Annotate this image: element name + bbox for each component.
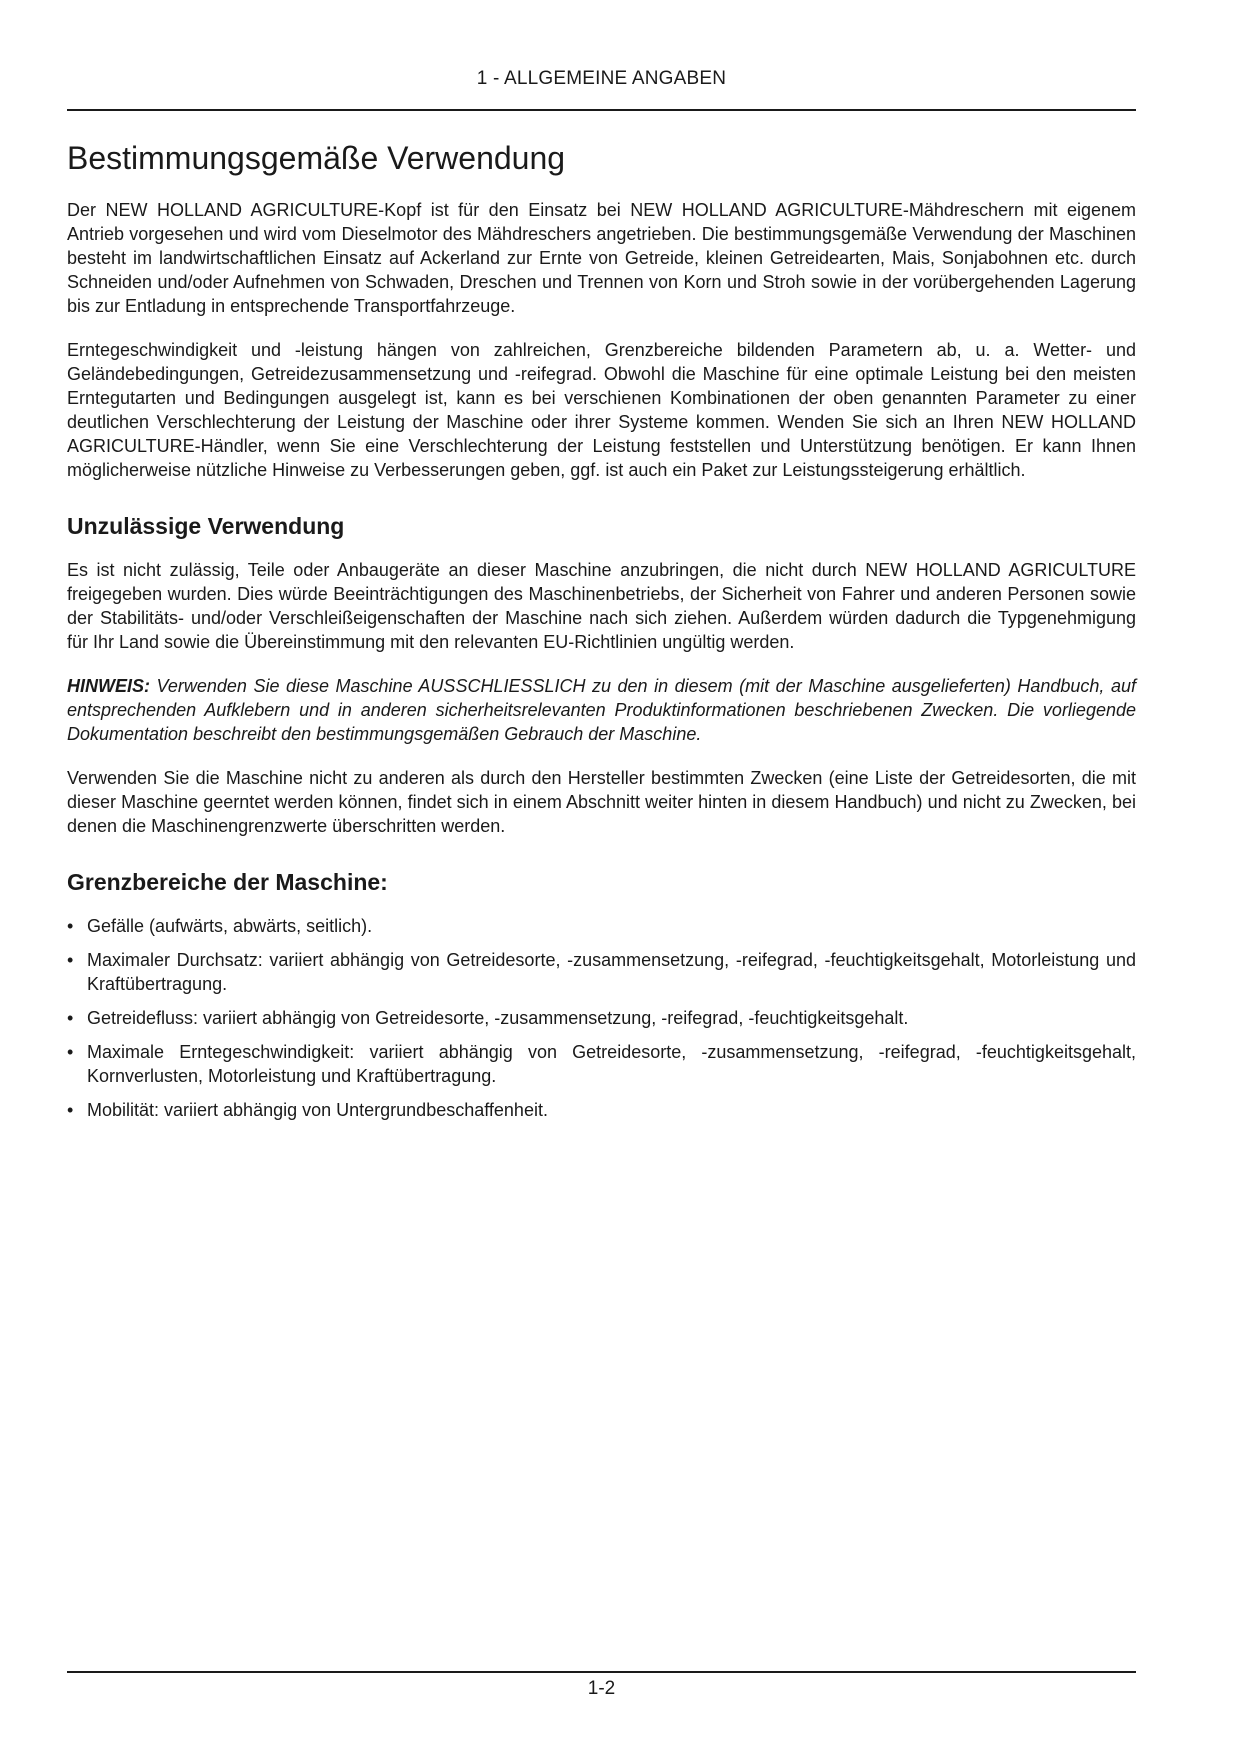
list-item (67, 1040, 1136, 1088)
list-item (67, 1006, 1136, 1030)
page-title: Bestimmungsgemäße Verwendung (67, 140, 566, 176)
list-item-text: Maximaler Durchsatz: variiert abhängig von Getreidesorte, -zusammensetzung, -reifegrad, -feuchtigkeitsgehalt, Motorleistung und Kraftübertragung. (87, 950, 1136, 994)
misuse-paragraph-2: Verwenden Sie die Maschine nicht zu anderen als durch den Hersteller bestimmten Zwecken (eine Liste der Getreidesorten, die mit dieser Maschine geerntet werden können, findet sich in einem Abschnitt weiter hinten in diesem Handbuch) und nicht zu Zwecken, bei denen die Maschinengrenzwerte überschritten werden. (67, 768, 1136, 836)
bullet-icon: • (67, 1100, 74, 1120)
note-text: Verwenden Sie diese Maschine AUSSCHLIESSLICH zu den in diesem (mit der Maschine ausgelieferten) Handbuch, auf entsprechenden Aufklebern und in anderen sicherheitsrelevanten Produktinformationen beschriebenen Zwecken. Die vorliegende Dokumentation beschreibt den bestimmungsgemäßen Gebrauch der Maschine. (67, 676, 1136, 744)
footer-rule (67, 1671, 1136, 1673)
page-content (67, 138, 1136, 1132)
list-item-text: Maximale Erntegeschwindigkeit: variiert abhängig von Getreidesorte, -zusammensetzung, -reifegrad, -feuchtigkeitsgehalt, Kornverlusten, Motorleistung und Kraftübertragung. (87, 1042, 1136, 1086)
list-item-text: Mobilität: variiert abhängig von Untergrundbeschaffenheit. (87, 1100, 548, 1120)
misuse-heading: Unzulässige Verwendung (67, 513, 345, 539)
bullet-icon: • (67, 950, 74, 970)
chapter-header: 1 - ALLGEMEINE ANGABEN (476, 68, 727, 89)
limits-list (67, 914, 1136, 1122)
limits-heading: Grenzbereiche der Maschine: (67, 869, 388, 895)
note-paragraph (67, 674, 1136, 746)
header-rule (67, 109, 1136, 111)
misuse-paragraph-1: Es ist nicht zulässig, Teile oder Anbaugeräte an dieser Maschine anzubringen, die nicht durch NEW HOLLAND AGRICULTURE freigegeben wurden. Dies würde Beeinträchtigungen des Maschinenbetriebs, der Sicherheit von Fahrer und anderen Personen sowie der Stabilitäts- und/oder Verschleißeigenschaften der Maschine nach sich ziehen. Außerdem würden dadurch die Typgenehmigung für Ihr Land sowie die Übereinstimmung mit den relevanten EU-Richtlinien ungültig werden. (67, 560, 1136, 652)
intro-paragraph-1: Der NEW HOLLAND AGRICULTURE-Kopf ist für den Einsatz bei NEW HOLLAND AGRICULTURE-Mähdreschern mit eigenem Antrieb vorgesehen und wird vom Dieselmotor des Mähdreschers angetrieben. Die bestimmungsgemäße Verwendung der Maschinen besteht im landwirtschaftlichen Einsatz auf Ackerland zur Ernte von Getreide, kleinen Getreidearten, Mais, Sonjabohnen etc. durch Schneiden und/oder Aufnehmen von Schwaden, Dreschen und Trennen von Korn und Stroh sowie in der vorübergehenden Lagerung bis zur Entladung in entsprechende Transportfahrzeuge. (67, 200, 1136, 316)
intro-paragraph-2: Erntegeschwindigkeit und -leistung hängen von zahlreichen, Grenzbereiche bildenden Parametern ab, u. a. Wetter- und Geländebedingungen, Getreidezusammensetzung und -reifegrad. Obwohl die Maschine für eine optimale Leistung bei den meisten Erntegutarten und Bedingungen ausgelegt ist, kann es bei verschienen Kombinationen der oben genannten Parameter zu einer deutlichen Verschlechterung der Leistung der Maschine oder ihrer Systeme kommen. Wenden Sie sich an Ihren NEW HOLLAND AGRICULTURE-Händler, wenn Sie eine Verschlechterung der Leistung feststellen und Unterstützung benötigen. Er kann Ihnen möglicherweise nützliche Hinweise zu Verbesserungen geben, ggf. ist auch ein Paket zur Leistungssteigerung erhältlich. (67, 340, 1136, 480)
section-gap (67, 858, 1136, 868)
bullet-icon: • (67, 916, 74, 936)
note-label: HINWEIS: (67, 676, 150, 696)
page-number: 1-2 (587, 1678, 616, 1699)
list-item-text: Gefälle (aufwärts, abwärts, seitlich). (87, 916, 373, 936)
list-item-text: Getreidefluss: variiert abhängig von Getreidesorte, -zusammensetzung, -reifegrad, -feuchtigkeitsgehalt. (87, 1008, 909, 1028)
list-item (67, 914, 1136, 938)
section-gap (67, 502, 1136, 512)
bullet-icon: • (67, 1042, 74, 1062)
list-item (67, 1098, 1136, 1122)
list-item (67, 948, 1136, 996)
bullet-icon: • (67, 1008, 74, 1028)
